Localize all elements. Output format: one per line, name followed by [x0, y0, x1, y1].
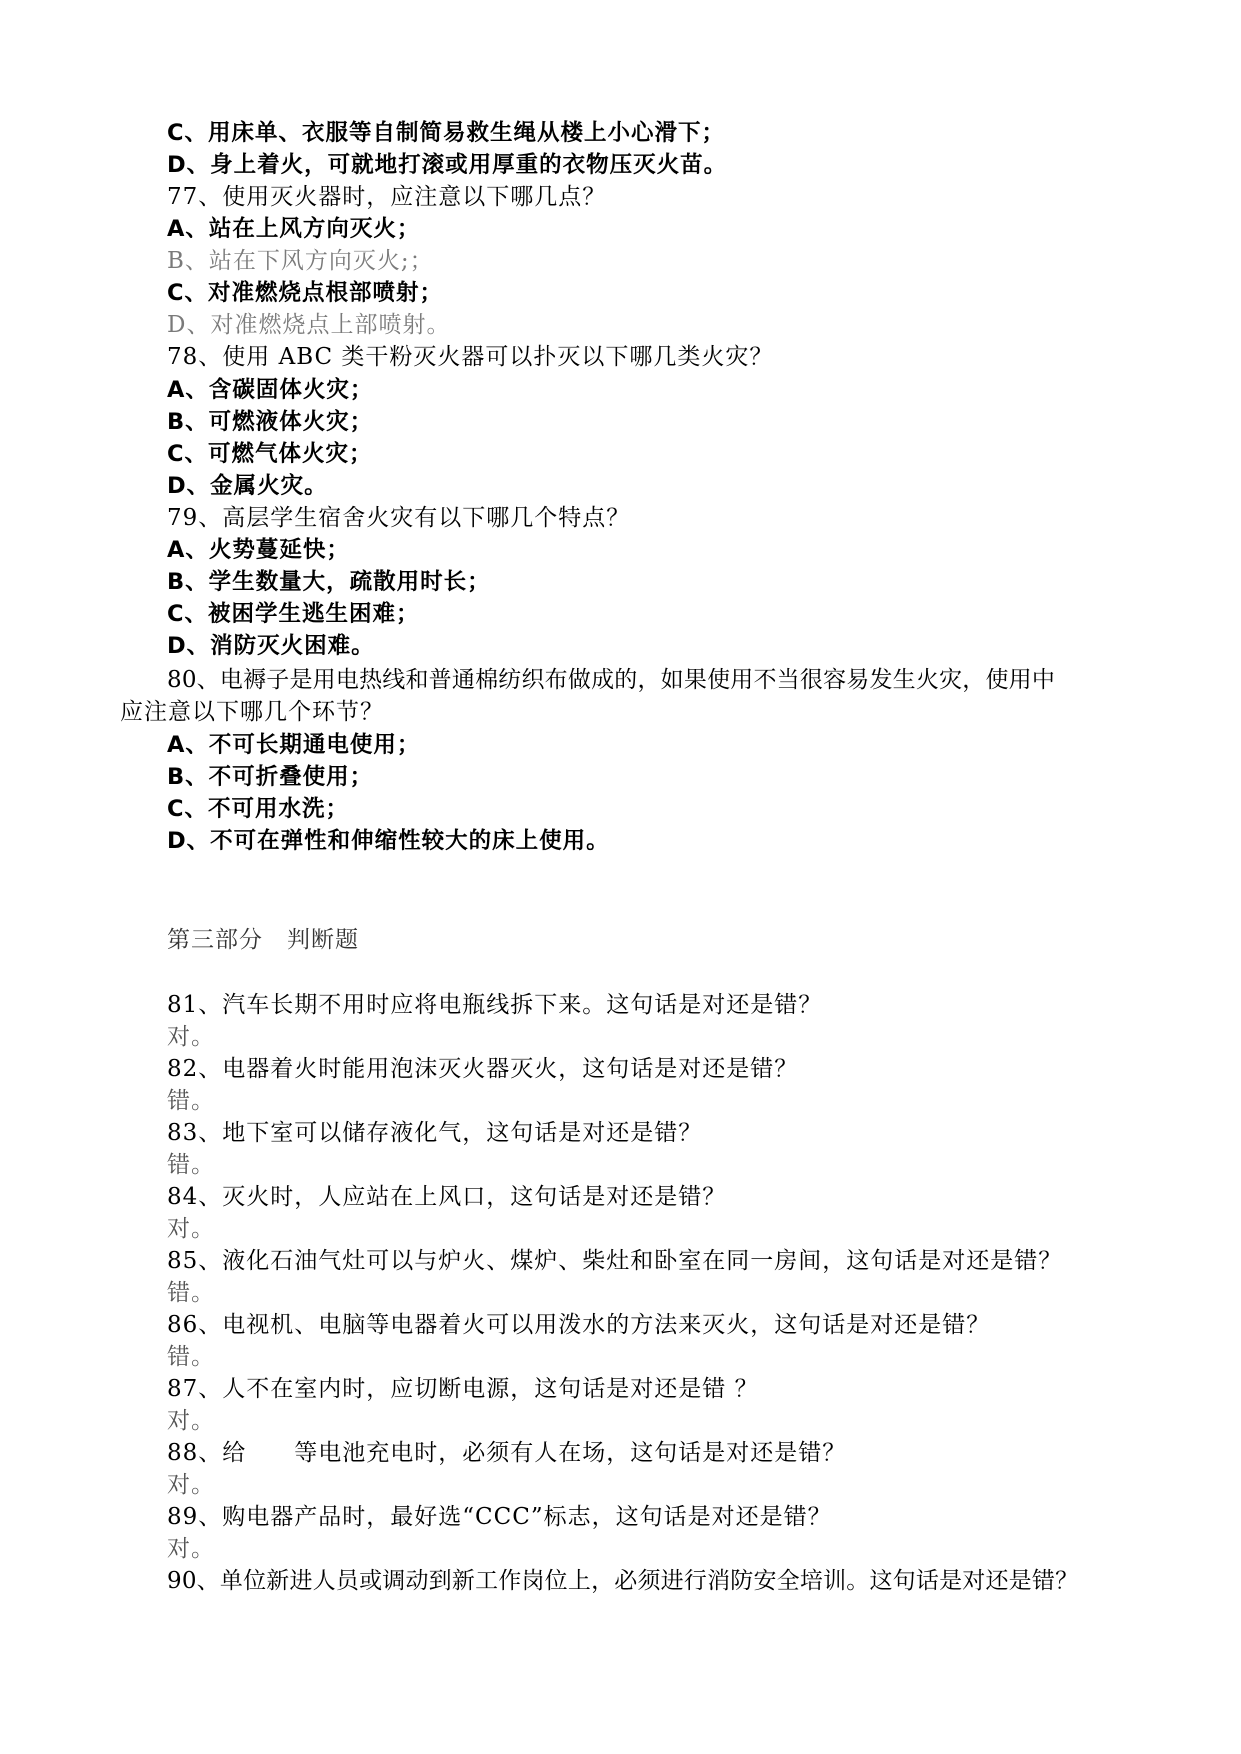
question-80-continued: 应注意以下哪几个环节？ — [120, 699, 384, 725]
question-80: 80、电褥子是用电热线和普通棉纺织布做成的，如果使用不当很容易发生火灾，使用中 — [167, 667, 1056, 693]
option-d-q77: D、对准燃烧点上部喷射。 — [167, 312, 451, 338]
option-a-q79: A、火势蔓延快； — [167, 537, 350, 563]
question-89: 89、购电器产品时，最好选“CCC”标志，这句话是对还是错？ — [167, 1504, 832, 1530]
option-b-q79: B、学生数量大，疏散用时长； — [167, 569, 491, 595]
option-c-q78: C、可燃气体火灾； — [167, 441, 373, 467]
question-84: 84、灭火时，人应站在上风口，这句话是对还是错？ — [167, 1184, 727, 1210]
question-83: 83、地下室可以储存液化气，这句话是对还是错？ — [167, 1120, 703, 1146]
answer-85: 错。 — [167, 1280, 215, 1306]
question-88: 88、给 等电池充电时，必须有人在场，这句话是对还是错？ — [167, 1440, 847, 1466]
question-82: 82、电器着火时能用泡沫灭火器灭火，这句话是对还是错？ — [167, 1056, 799, 1082]
option-a-q78: A、含碳固体火灾； — [167, 377, 374, 403]
question-81: 81、汽车长期不用时应将电瓶线拆下来。这句话是对还是错？ — [167, 992, 823, 1018]
answer-86: 错。 — [167, 1344, 215, 1370]
answer-88: 对。 — [167, 1472, 215, 1498]
section-title: 第三部分 判断题 — [167, 927, 359, 953]
question-86: 86、电视机、电脑等电器着火可以用泼水的方法来灭火，这句话是对还是错？ — [167, 1312, 991, 1338]
question-79: 79、高层学生宿舍火灾有以下哪几个特点？ — [167, 505, 631, 531]
option-c-q80: C、不可用水洗； — [167, 796, 350, 822]
option-b-q77: B、站在下风方向灭火;； — [167, 248, 434, 274]
question-77: 77、使用灭火器时，应注意以下哪几点？ — [167, 184, 607, 210]
option-d-q76: D、身上着火，可就地打滚或用厚重的衣物压灭火苗。 — [167, 152, 728, 178]
question-87: 87、人不在室内时，应切断电源，这句话是对还是错 ？ — [167, 1376, 759, 1402]
question-85: 85、液化石油气灶可以与炉火、煤炉、柴灶和卧室在同一房间，这句话是对还是错？ — [167, 1248, 1063, 1274]
option-a-q77: A、站在上风方向灭火； — [167, 216, 421, 242]
option-d-q78: D、金属火灾。 — [167, 473, 328, 499]
option-b-q80: B、不可折叠使用； — [167, 764, 374, 790]
option-d-q80: D、不可在弹性和伸缩性较大的床上使用。 — [167, 828, 610, 854]
option-c-q76: C、用床单、衣服等自制简易救生绳从楼上小心滑下； — [167, 120, 726, 146]
question-90: 90、单位新进人员或调动到新工作岗位上，必须进行消防安全培训。这句话是对还是错？ — [167, 1568, 1079, 1594]
answer-83: 错。 — [167, 1152, 215, 1178]
answer-89: 对。 — [167, 1536, 215, 1562]
question-78: 78、使用 ABC 类干粉灭火器可以扑灭以下哪几类火灾？ — [167, 344, 774, 370]
option-c-q77: C、对准燃烧点根部喷射； — [167, 280, 444, 306]
answer-87: 对。 — [167, 1408, 215, 1434]
answer-84: 对。 — [167, 1216, 215, 1242]
answer-81: 对。 — [167, 1024, 215, 1050]
option-a-q80: A、不可长期通电使用； — [167, 732, 421, 758]
option-b-q78: B、可燃液体火灾； — [167, 409, 374, 435]
option-d-q79: D、消防灭火困难。 — [167, 633, 375, 659]
option-c-q79: C、被困学生逃生困难； — [167, 601, 420, 627]
answer-82: 错。 — [167, 1088, 215, 1114]
